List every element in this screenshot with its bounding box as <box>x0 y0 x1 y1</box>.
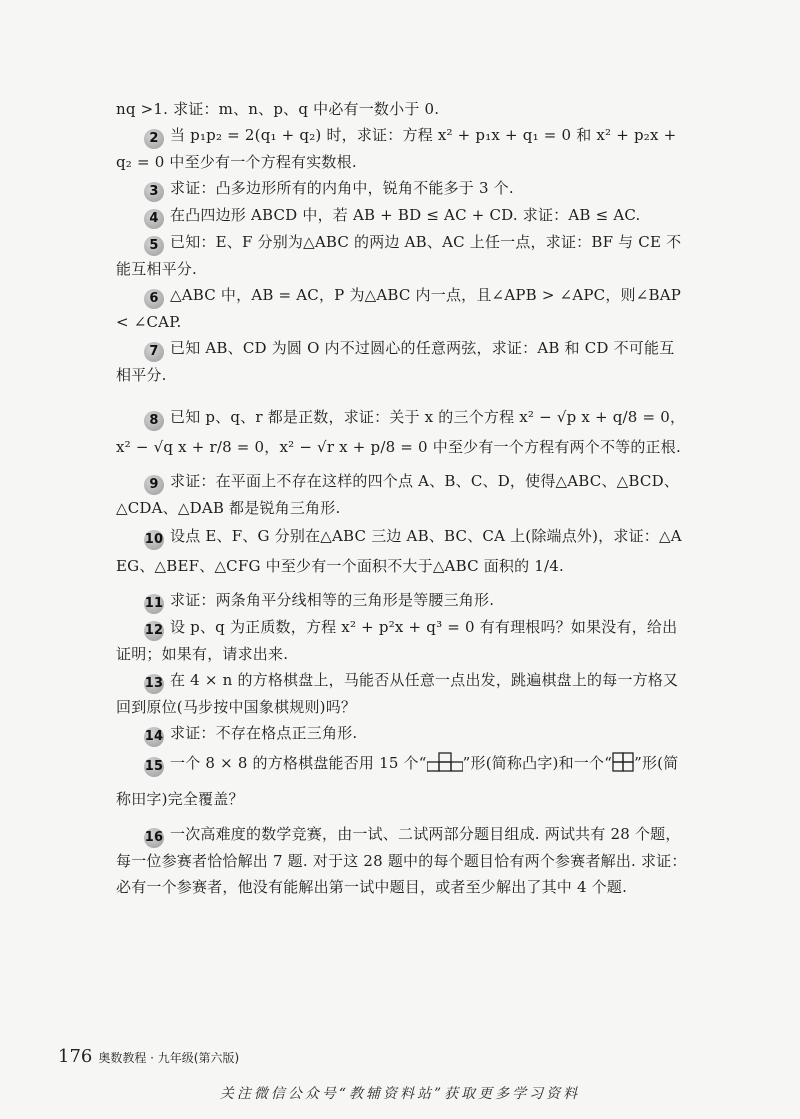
problem-item <box>116 282 688 335</box>
problem-text: 在 4 × n 的方格棋盘上，马能否从任意一点出发，跳遍棋盘上的每一方格又回到原位(马步按中国象棋规则)吗？ <box>116 671 679 716</box>
problem-item <box>116 587 688 614</box>
problem-text: 已知 p、q、r 都是正数，求证：关于 x 的三个方程 x² − √p x + q/8 = 0，x² − √q x + r/8 = 0，x² − √r x + p/8 = 0 中至少有一个方程有两个不等的正根. <box>116 408 686 456</box>
square-grid-icon <box>612 751 634 783</box>
problem-item <box>116 402 688 462</box>
problem-text: 当 p₁p₂ = 2(q₁ + q₂) 时，求证：方程 x² + p₁x + q₁ = 0 和 x² + p₂x + q₂ = 0 中至少有一个方程有实数根. <box>116 126 677 171</box>
problem-number-badge: 9 <box>144 475 164 495</box>
problem-item <box>116 747 688 815</box>
problem-text: 已知 AB、CD 为圆 O 内不过圆心的任意两弦，求证：AB 和 CD 不可能互相平分. <box>116 339 675 384</box>
problem-item <box>116 229 688 282</box>
problem-text: 已知：E、F 分别为△ABC 的两边 AB、AC 上任一点，求证：BF 与 CE 不能互相平分. <box>116 233 682 278</box>
problem-text: 设点 E、F、G 分别在△ABC 三边 AB、BC、CA 上(除端点外)，求证：△AEG、△BEF、△CFG 中至少有一个面积不大于△ABC 面积的 1/4. <box>116 527 682 575</box>
problem-number-badge: 13 <box>144 674 164 694</box>
problem-text: △ABC 中，AB = AC，P 为△ABC 内一点，且∠APB > ∠APC，则∠BAP < ∠CAP. <box>116 286 682 331</box>
problem-number-badge: 5 <box>144 236 164 256</box>
problem-number-badge: 15 <box>144 757 164 777</box>
problem-item <box>116 122 688 175</box>
problem-item <box>116 521 688 581</box>
problem-item <box>116 720 688 747</box>
problem-number-badge: 3 <box>144 182 164 202</box>
problem-item <box>116 335 688 388</box>
problem-item <box>116 667 688 720</box>
problem-text: 一次高难度的数学竞赛，由一试、二试两部分题目组成. 两试共有 28 个题，每一位参赛者恰恰解出 7 题. 对于这 28 题中的每个题目恰有两个参赛者解出. 求证：必有一个参赛者，他没有能解出第一试中题目，或者至少解出了其中 4 个题. <box>116 825 687 896</box>
problem-text: 求证：两条角平分线相等的三角形是等腰三角形. <box>170 591 495 609</box>
problem-number-badge: 11 <box>144 594 164 614</box>
problem-item <box>116 821 688 900</box>
problem-item <box>116 175 688 202</box>
problem-item <box>116 614 688 667</box>
problem-item <box>116 202 688 229</box>
problem-number-badge: 2 <box>144 129 164 149</box>
problem-number-badge: 7 <box>144 342 164 362</box>
problem-number-badge: 14 <box>144 727 164 747</box>
problem-text-part: ”形(简称凸字)和一个“ <box>462 754 613 772</box>
problem-number-badge: 6 <box>144 289 164 309</box>
watermark-text: 关注微信公众号“教辅资料站”获取更多学习资料 <box>219 1086 581 1102</box>
problem-number-badge: 12 <box>144 621 164 641</box>
book-title: 奥数教程 · 九年级(第六版) <box>98 1051 240 1065</box>
problem-text: 求证：凸多边形所有的内角中，锐角不能多于 3 个. <box>170 179 514 197</box>
convex-shape-icon <box>427 751 463 783</box>
problem-item <box>116 468 688 521</box>
problem-text: 求证：在平面上不存在这样的四个点 A、B、C、D，使得△ABC、△BCD、△CDA、△DAB 都是锐角三角形. <box>116 472 680 517</box>
page-footer <box>58 1046 239 1067</box>
problem-list <box>116 96 688 900</box>
problem-number-badge: 10 <box>144 530 164 550</box>
problem-text: nq >1. 求证：m、n、p、q 中必有一数小于 0. <box>116 100 440 118</box>
page-number: 176 <box>58 1046 93 1067</box>
problem-text-part: 一个 8 × 8 的方格棋盘能否用 15 个“ <box>170 754 427 772</box>
problem-text: 设 p、q 为正质数，方程 x² + p²x + q³ = 0 有有理根吗？如果没有，给出证明；如果有，请求出来. <box>116 618 678 663</box>
problem-number-badge: 4 <box>144 209 164 229</box>
problem-text: 在凸四边形 ABCD 中，若 AB + BD ≤ AC + CD. 求证：AB ≤ AC. <box>170 206 641 224</box>
problem-continuation <box>116 96 688 122</box>
problem-text-part: ”形(简称田字)完全覆盖？ <box>116 754 679 808</box>
problem-text: 求证：不存在格点正三角形. <box>170 724 358 742</box>
problem-number-badge: 16 <box>144 828 164 848</box>
problem-number-badge: 8 <box>144 411 164 431</box>
